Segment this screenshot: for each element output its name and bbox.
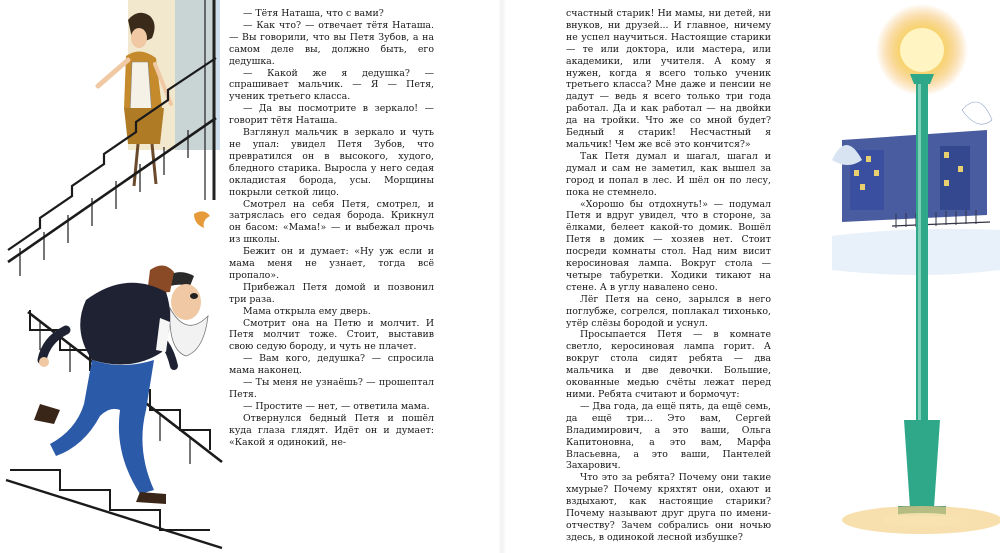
staircase-illustration: [0, 0, 228, 553]
old-man-figure: [34, 265, 208, 504]
paragraph: Отвернулся бедный Петя и пошёл куда глаза глядят. Идёт он и думает: «Какой я одинокий, не-: [229, 412, 434, 448]
paragraph: Просыпается Петя — в комнате светло, керосиновая лампа горит. А вокруг стола сидят ребята — два мальчика и две девочки. Большие, окованные медью счёты лежат перед ними. Ребята считают и бормочут:: [566, 329, 771, 400]
paragraph: Прибежал Петя домой и позвонил три раза.: [229, 281, 434, 305]
paragraph: Взглянул мальчик в зеркало и чуть не упал: увидел Петя Зубов, что превратился он в высокого, худого, бледного старика. Выросла у него седая окладистая борода, усы. Морщины покрыли сеткой лицо.: [229, 127, 434, 198]
lamp-base: [904, 420, 940, 508]
paragraph: Что это за ребята? Почему они такие хмурые? Почему кряхтят они, охают и вздыхают, как настоящие старики? Почему называют друг друга по имени-отчеству? Зачем собрались они ночью здесь, в одинокой лесной избушке?: [566, 472, 771, 543]
paragraph: Лёг Петя на сено, зарылся в него поглубже, согрелся, поплакал тихонько, утёр слёзы бородой и уснул.: [566, 293, 771, 329]
paragraph: — Да вы посмотрите в зеркало! — говорит тётя Наташа.: [229, 103, 434, 127]
book-gutter: [498, 0, 506, 553]
left-text-column: [229, 8, 434, 449]
paragraph: — Как что? — отвечает тётя Наташа. — Вы говорили, что вы Петя Зубов, а на самом деле вы, должно быть, его дедушка.: [229, 19, 434, 67]
street-lamp-illustration: [772, 0, 1000, 553]
paragraph: — Какой же я дедушка? — спрашивает мальчик. — Я — Петя, ученик третьего класса.: [229, 67, 434, 103]
lamp-light: [900, 28, 944, 72]
right-text-column: [566, 8, 771, 544]
paragraph: — Тётя Наташа, что с вами?: [243, 8, 384, 19]
paragraph: Бежит он и думает: «Ну уж если и мама меня не узнает, тогда всё пропало».: [229, 246, 434, 281]
lamp-head: [910, 74, 934, 84]
night-town: [832, 102, 992, 228]
paragraph: Мама открыла ему дверь.: [243, 305, 371, 317]
paragraph: «Хорошо бы отдохнуть!» — подумал Петя и вдруг увидел, что в стороне, за ёлками, белеет какой-то домик. Вошёл Петя в домик — хозяев нет. Стоит посреди комнаты стол. Над ним висит керосиновая лампа. Вокруг стола — четыре табуретки. Ходики тикают на стене. А в углу навалено сено.: [566, 198, 771, 293]
paragraph-continued: счастный старик! Ни мамы, ни детей, ни внуков, ни друзей... И главное, ничему не успел научиться. Настоящие старики — те или доктора, или мастера, или академики, или учителя. А кому я нужен, когда я всего только ученик третьего класса? Мне даже и пенсии не дадут — ведь я всего только три года работал. Да и как работал — на двойки да на тройки. Что же со мной будет? Бедный я старик! Несчастный я мальчик! Чем же всё это кончится?»: [566, 8, 771, 150]
paragraph: — Вам кого, дедушка? — спросила мама наконец.: [229, 353, 434, 377]
paragraph: — Ты меня не узнаёшь? — прошептал Петя.: [229, 377, 434, 400]
paragraph: — Два года, да ещё пять, да ещё семь, да ещё три... Это вам, Сергей Владимирович, а это ваши, Ольга Капитоновна, а это вам, Марфа Власьевна, а это ваши, Пантелей Захарович.: [566, 400, 771, 472]
paragraph: — Простите — нет, — ответила мама.: [243, 400, 430, 412]
paragraph: Смотрит она на Петю и молчит. И Петя молчит тоже. Стоит, выставив свою седую бороду, и чуть не плачет.: [229, 317, 434, 353]
paragraph: Так Петя думал и шагал, шагал и думал и сам не заметил, как вышел за город и попал в лес. И шёл он по лесу, пока не стемнело.: [566, 150, 771, 198]
paragraph: Смотрел на себя Петя, смотрел, и затряслась его седая борода. Крикнул он басом: «Мама!» — и выбежал прочь из школы.: [229, 198, 434, 246]
spark-mark: [194, 211, 210, 228]
